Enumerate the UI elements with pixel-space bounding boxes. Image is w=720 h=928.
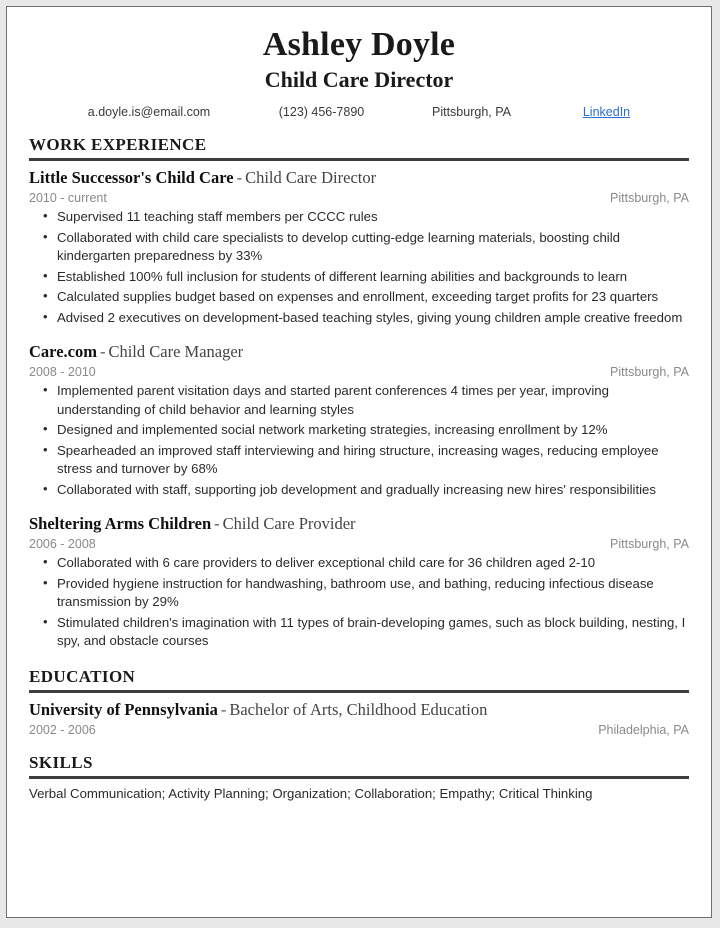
education-entry xyxy=(29,699,689,737)
work-entry-role: Child Care Provider xyxy=(222,514,356,533)
bullet-item: • Designed and implemented social network marketing strategies, increasing enrollment by 12% xyxy=(29,421,689,440)
headline-separator: - xyxy=(220,699,227,719)
linkedin-link[interactable]: LinkedIn xyxy=(582,105,631,119)
contact-row xyxy=(29,105,689,119)
contact-linkedin xyxy=(547,105,667,119)
work-entry xyxy=(29,167,689,327)
work-entry xyxy=(29,513,689,651)
section-divider xyxy=(29,776,689,779)
headline-separator: - xyxy=(236,168,243,187)
bullet-item: • Calculated supplies budget based on expenses and enrollment, exceeding target profits for 23 quarters xyxy=(29,288,689,307)
bullet-item: • Implemented parent visitation days and started parent conferences 4 times per year, improving understanding of child behavior and learning styles xyxy=(29,382,689,419)
contact-phone: (123) 456-7890 xyxy=(278,105,365,119)
candidate-name: Ashley Doyle xyxy=(262,26,456,63)
work-entry-meta xyxy=(29,537,689,551)
bullet-item: • Provided hygiene instruction for handwashing, bathroom use, and bathing, reducing infectious disease transmission by 29% xyxy=(29,575,689,612)
education-entry-school: University of Pennsylvania xyxy=(29,699,218,719)
work-entry-headline xyxy=(29,513,689,535)
section-work-experience xyxy=(29,135,689,651)
section-heading-work: WORK EXPERIENCE xyxy=(29,135,207,154)
section-heading-skills: SKILLS xyxy=(29,752,93,772)
section-heading-education: EDUCATION xyxy=(29,666,136,686)
bullet-item: • Stimulated children's imagination with 11 types of brain-developing games, such as block building, nesting, I spy, and obstacle courses xyxy=(29,614,689,651)
section-divider xyxy=(29,158,689,161)
contact-location: Pittsburgh, PA xyxy=(432,105,511,119)
work-entry-dates: 2006 - 2008 xyxy=(29,537,96,551)
education-entry-headline xyxy=(29,699,689,721)
resume-page xyxy=(6,6,712,918)
education-entry-location: Philadelphia, PA xyxy=(598,722,689,737)
bullet-item: • Supervised 11 teaching staff members per CCCC rules xyxy=(29,208,689,227)
section-divider xyxy=(29,690,689,693)
work-entry-meta xyxy=(29,191,689,205)
bullet-item: • Collaborated with staff, supporting job development and gradually increasing new hires' responsibilities xyxy=(29,481,689,500)
work-entry-organization: Sheltering Arms Children xyxy=(29,514,212,533)
work-entry-bullets xyxy=(29,208,689,327)
section-education xyxy=(29,667,689,737)
work-entry-headline xyxy=(29,341,689,363)
headline-separator: - xyxy=(99,342,106,361)
skills-list: Verbal Communication; Activity Planning; Organization; Collaboration; Empathy; Critical Thinking xyxy=(29,785,593,801)
resume-content xyxy=(7,7,711,803)
work-entry-organization: Care.com xyxy=(29,342,97,361)
bullet-item: • Collaborated with child care specialists to develop cutting-edge learning materials, boosting child kindergarten preparedness by 33% xyxy=(29,229,689,266)
work-entry-location: Pittsburgh, PA xyxy=(610,537,689,551)
section-skills xyxy=(29,753,689,803)
education-entry-meta xyxy=(29,723,689,737)
candidate-job-title: Child Care Director xyxy=(264,67,454,92)
work-entry-role: Child Care Manager xyxy=(108,342,244,361)
bullet-item: • Collaborated with 6 care providers to deliver exceptional child care for 36 children aged 2-10 xyxy=(29,554,689,573)
work-entry-location: Pittsburgh, PA xyxy=(610,365,689,379)
education-entry-dates: 2002 - 2006 xyxy=(29,722,96,737)
headline-separator: - xyxy=(214,514,220,533)
work-entry-bullets xyxy=(29,382,689,499)
contact-email: a.doyle.is@email.com xyxy=(87,105,211,119)
work-entry-role: Child Care Director xyxy=(245,168,377,187)
work-entry-meta xyxy=(29,365,689,379)
work-entry xyxy=(29,341,689,499)
education-entry-degree: Bachelor of Arts, Childhood Education xyxy=(229,699,488,719)
work-entry-dates: 2008 - 2010 xyxy=(29,365,96,379)
work-entry-headline xyxy=(29,167,689,189)
work-entry-organization: Little Successor's Child Care xyxy=(29,168,234,187)
bullet-item: • Spearheaded an improved staff interviewing and hiring structure, increasing wages, reducing employee stress and turnover by 68% xyxy=(29,442,689,479)
work-entry-bullets xyxy=(29,554,689,651)
bullet-item: • Established 100% full inclusion for students of different learning abilities and backgrounds to learn xyxy=(29,268,689,287)
work-entry-dates: 2010 - current xyxy=(29,191,107,205)
resume-header xyxy=(29,25,689,119)
bullet-item: • Advised 2 executives on development-based teaching styles, giving young children ample creative freedom xyxy=(29,309,689,328)
work-entry-location: Pittsburgh, PA xyxy=(610,191,689,205)
